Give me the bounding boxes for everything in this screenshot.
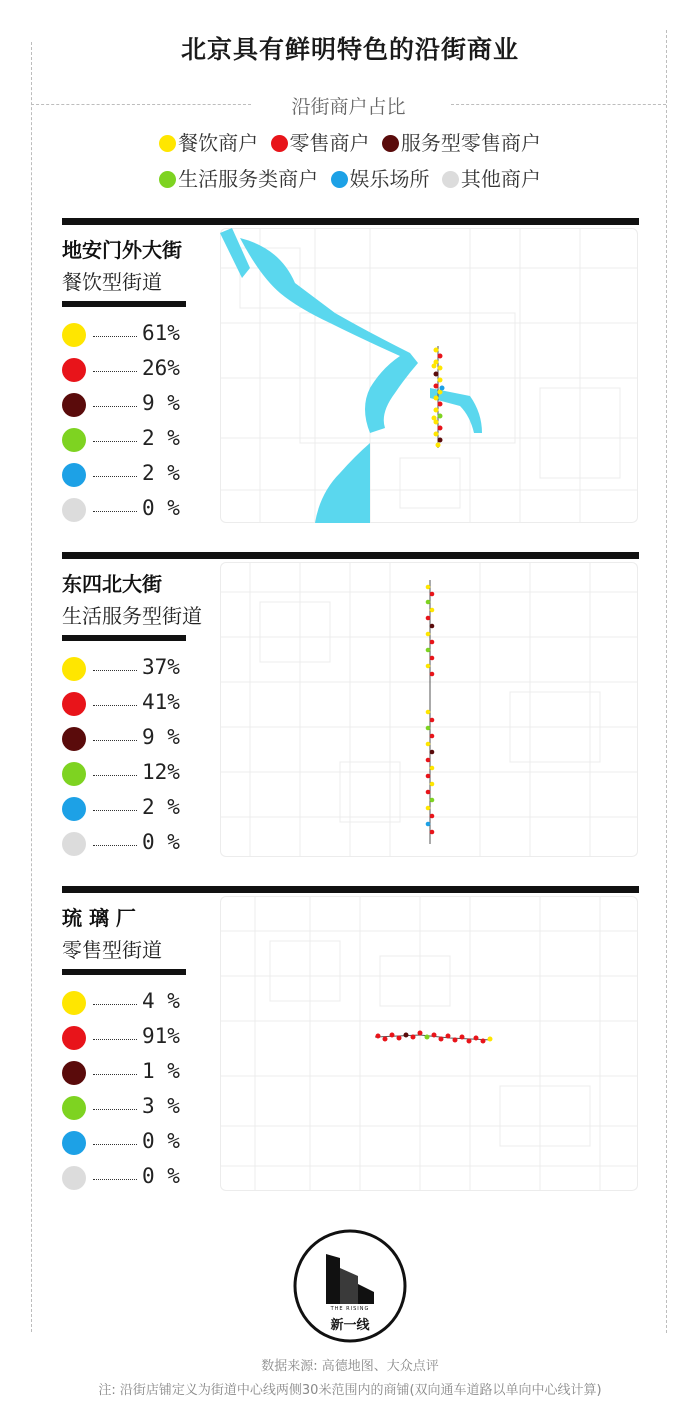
legend-item-entertainment xyxy=(331,163,430,192)
section-divider-bar xyxy=(62,218,639,225)
stat-leader xyxy=(93,1109,137,1110)
street-type: 餐饮型街道 xyxy=(62,270,162,294)
stat-leader xyxy=(93,1039,137,1040)
stat-leader xyxy=(93,740,137,741)
stat-value-retail: 41% xyxy=(142,690,180,714)
stat-leader xyxy=(93,1074,137,1075)
stat-leader xyxy=(93,1144,137,1145)
stat-row-other xyxy=(62,830,212,858)
section-divider-bar xyxy=(62,552,639,559)
stat-value-retail: 26% xyxy=(142,356,180,380)
street-name: 琉 璃 厂 xyxy=(62,906,136,930)
stat-dot-life-service xyxy=(62,428,86,452)
stat-row-service-retail xyxy=(62,391,212,419)
legend-label-food: 餐饮商户 xyxy=(178,131,259,155)
stat-value-service-retail: 9 % xyxy=(142,725,180,749)
street-underbar xyxy=(62,969,186,975)
stat-row-life-service xyxy=(62,426,212,454)
stat-value-entertainment: 2 % xyxy=(142,795,180,819)
brand-logo-text: 新一线 xyxy=(330,1318,370,1333)
stat-value-entertainment: 0 % xyxy=(142,1129,180,1153)
legend-dot-life-service xyxy=(159,171,176,188)
legend-label-service-retail: 服务型零售商户 xyxy=(400,131,541,155)
stat-value-food: 37% xyxy=(142,655,180,679)
street-type: 生活服务型街道 xyxy=(62,604,202,628)
stat-dot-other xyxy=(62,832,86,856)
frame-dashed-left xyxy=(31,42,32,1332)
stat-dot-food xyxy=(62,991,86,1015)
legend-label-retail: 零售商户 xyxy=(289,131,370,155)
street-map-dianmen xyxy=(220,228,638,523)
stat-leader xyxy=(93,406,137,407)
stat-row-life-service xyxy=(62,1094,212,1122)
stat-leader xyxy=(93,775,137,776)
section-dongsi xyxy=(62,552,639,857)
stat-row-entertainment xyxy=(62,1129,212,1157)
street-map-liulichang xyxy=(220,896,638,1191)
map-graphic xyxy=(220,562,638,857)
legend-row-1 xyxy=(0,127,700,156)
legend-label-life-service: 生活服务类商户 xyxy=(178,167,319,191)
stat-row-life-service xyxy=(62,760,212,788)
stat-value-service-retail: 1 % xyxy=(142,1059,180,1083)
stat-row-retail xyxy=(62,1024,212,1052)
data-source: 数据来源: 高德地图、大众点评 xyxy=(261,1359,439,1374)
legend-dot-food xyxy=(159,135,176,152)
stat-dot-entertainment xyxy=(62,797,86,821)
stat-leader xyxy=(93,371,137,372)
legend-item-retail xyxy=(271,127,370,156)
stat-dot-food xyxy=(62,657,86,681)
street-type: 零售型街道 xyxy=(62,938,162,962)
footnote: 注: 沿街店铺定义为街道中心线两侧30米范围内的商铺(双向通车道路以单向中心线计算) xyxy=(98,1383,602,1398)
stat-value-other: 0 % xyxy=(142,830,180,854)
stat-dot-food xyxy=(62,323,86,347)
legend-item-other xyxy=(442,163,541,192)
stat-leader xyxy=(93,511,137,512)
section-dianmen xyxy=(62,218,639,523)
section-divider-bar xyxy=(62,886,639,893)
stat-row-other xyxy=(62,496,212,524)
stat-value-other: 0 % xyxy=(142,496,180,520)
map-graphic xyxy=(220,228,638,523)
stat-dot-life-service xyxy=(62,1096,86,1120)
stat-dot-retail xyxy=(62,358,86,382)
stat-leader xyxy=(93,810,137,811)
legend-dot-retail xyxy=(271,135,288,152)
street-underbar xyxy=(62,635,186,641)
stat-row-food xyxy=(62,321,212,349)
stat-leader xyxy=(93,476,137,477)
street-underbar xyxy=(62,301,186,307)
stat-value-life-service: 3 % xyxy=(142,1094,180,1118)
legend-row-2 xyxy=(0,163,700,192)
stat-dot-service-retail xyxy=(62,727,86,751)
brand-logo xyxy=(292,1228,408,1344)
stat-row-food xyxy=(62,989,212,1017)
stat-value-food: 4 % xyxy=(142,989,180,1013)
stat-leader xyxy=(93,845,137,846)
page-title: 北京具有鲜明特色的沿街商业 xyxy=(180,35,519,64)
stat-value-retail: 91% xyxy=(142,1024,180,1048)
legend-dot-entertainment xyxy=(331,171,348,188)
legend-title: 沿街商户占比 xyxy=(291,96,406,118)
stat-dot-other xyxy=(62,1166,86,1190)
legend-label-entertainment: 娱乐场所 xyxy=(349,167,430,191)
street-name: 地安门外大街 xyxy=(62,238,182,262)
stat-value-entertainment: 2 % xyxy=(142,461,180,485)
stat-row-food xyxy=(62,655,212,683)
map-road-grid xyxy=(220,562,638,857)
stat-row-service-retail xyxy=(62,1059,212,1087)
stat-value-other: 0 % xyxy=(142,1164,180,1188)
brand-logo-small-text: THE RISING xyxy=(330,1306,370,1312)
stat-dot-entertainment xyxy=(62,1131,86,1155)
map-road-grid xyxy=(220,896,638,1191)
stat-dot-retail xyxy=(62,1026,86,1050)
legend-item-life-service xyxy=(159,163,318,192)
stat-row-retail xyxy=(62,356,212,384)
stat-leader xyxy=(93,1179,137,1180)
street-map-dongsi xyxy=(220,562,638,857)
subtitle-block xyxy=(31,92,666,116)
legend-item-service-retail xyxy=(382,127,541,156)
stat-dot-retail xyxy=(62,692,86,716)
stat-leader xyxy=(93,705,137,706)
street-name: 东四北大街 xyxy=(62,572,162,596)
legend-label-other: 其他商户 xyxy=(460,167,541,191)
legend-dot-service-retail xyxy=(382,135,399,152)
stat-row-service-retail xyxy=(62,725,212,753)
stat-dot-life-service xyxy=(62,762,86,786)
stat-row-other xyxy=(62,1164,212,1192)
stat-leader xyxy=(93,1004,137,1005)
section-liulichang xyxy=(62,886,639,1191)
stat-value-service-retail: 9 % xyxy=(142,391,180,415)
stat-leader xyxy=(93,441,137,442)
stat-row-entertainment xyxy=(62,795,212,823)
stat-row-retail xyxy=(62,690,212,718)
stat-value-life-service: 2 % xyxy=(142,426,180,450)
stat-row-entertainment xyxy=(62,461,212,489)
shop-dots xyxy=(376,1031,493,1044)
stat-leader xyxy=(93,336,137,337)
map-lake xyxy=(220,228,482,523)
stat-value-life-service: 12% xyxy=(142,760,180,784)
legend-item-food xyxy=(159,127,258,156)
map-graphic xyxy=(220,896,638,1191)
stat-dot-service-retail xyxy=(62,393,86,417)
stat-value-food: 61% xyxy=(142,321,180,345)
stat-dot-other xyxy=(62,498,86,522)
stat-dot-service-retail xyxy=(62,1061,86,1085)
stat-dot-entertainment xyxy=(62,463,86,487)
frame-dashed-right xyxy=(666,30,667,1333)
legend-dot-other xyxy=(442,171,459,188)
stat-leader xyxy=(93,670,137,671)
